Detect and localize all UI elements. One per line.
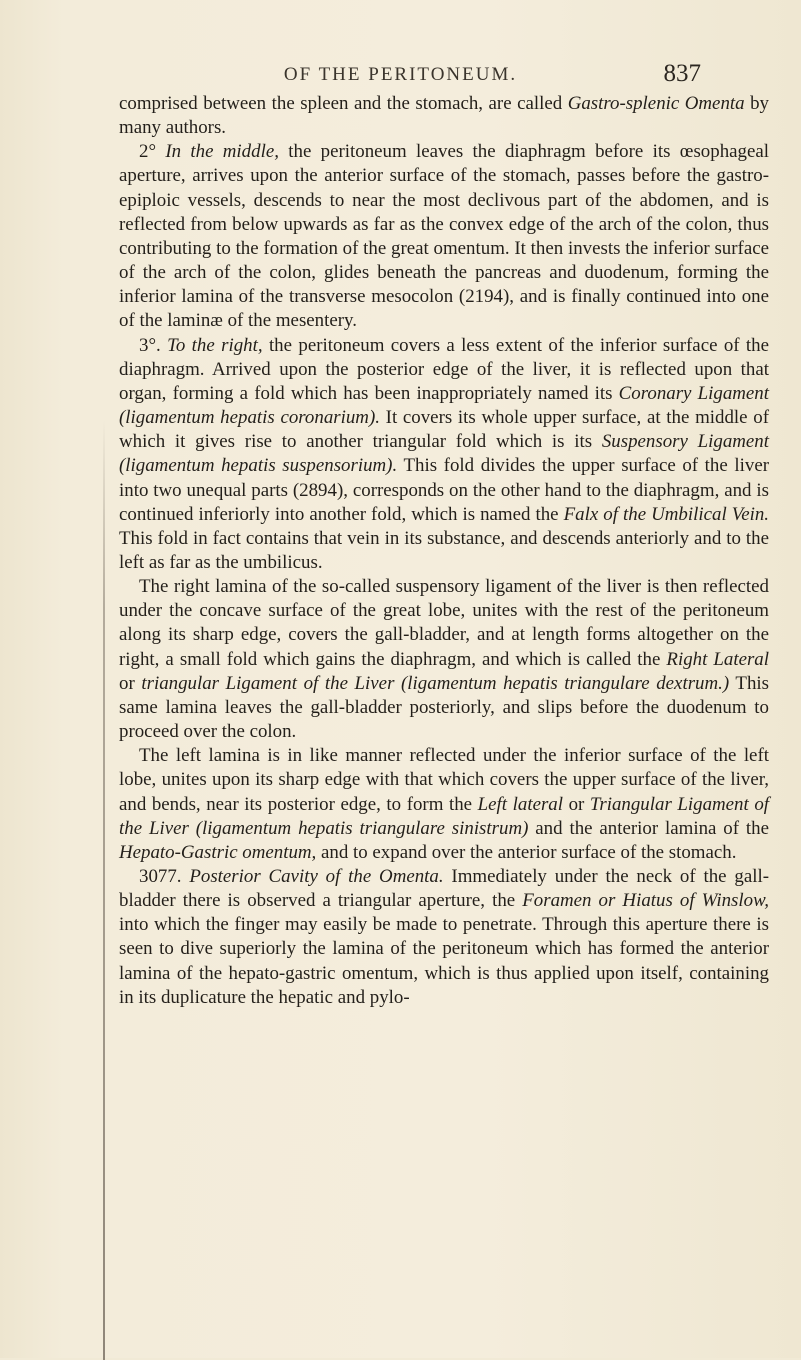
paragraph [119, 744, 769, 865]
text-run: and to expand over the anterior surface of the stomach. [316, 841, 737, 863]
running-head: OF THE PERITONEUM. [283, 64, 518, 85]
paragraph [119, 865, 769, 1010]
text-run: This fold in fact contains that vein in its substance, and descends anteriorly and to the left as far as the umbilicus. [119, 527, 769, 573]
text-run: by many authors. [119, 93, 769, 139]
page-number: 837 [663, 60, 701, 87]
text-run: or [119, 672, 142, 694]
text-run: This same lamina leaves the gall-bladder posteriorly, and slips before the duodenum to proceed over the colon. [119, 672, 769, 743]
paragraph [119, 140, 769, 333]
italic-run: Hepato-Gastric omentum, [119, 841, 317, 863]
italic-run: Posterior Cavity of the Omenta. [189, 866, 444, 887]
italic-run: In the middle, [165, 141, 279, 163]
text-run: Immediately under the neck of the gall-bladder there is observed a triangular aperture, the [119, 866, 769, 912]
italic-run: To the right, [167, 334, 263, 356]
text-run: and the anterior lamina of the [528, 817, 769, 839]
text-run: It covers its whole upper surface, at the middle of which it gives rise to another triangular fold which is its [119, 407, 769, 453]
paragraph [119, 334, 769, 576]
text-run: the peritoneum covers a less extent of the inferior surface of the diaphragm. Arrived upon the posterior edge of the liver, it is reflected upon that organ, forming a fold which has been inappropriately named its [119, 334, 769, 404]
text-run: comprised between the spleen and the stomach, are called [119, 93, 568, 114]
italic-run: Left lateral [477, 793, 563, 815]
text-run: 3077. [139, 866, 190, 887]
italic-run: Coronary Ligament (ligamentum hepatis coronarium). [119, 382, 770, 429]
text-run: The right lamina of the so-called suspensory ligament of the liver is then reflected under the concave surface of the great lobe, unites with the rest of the peritoneum along its sharp edge, covers the gall-bladder, and at length forms altogether on the right, a small fold which gains the diaphragm, and which is called the [119, 576, 769, 670]
binding-shadow [103, 420, 105, 1360]
text-run: or [563, 793, 590, 815]
text-run: 3°. [139, 334, 168, 356]
text-run: The left lamina is in like manner reflected under the inferior surface of the left lobe, unites upon its sharp edge with that which covers the upper surface of the liver, and bends, near its posterior edge, to form the [119, 745, 769, 815]
italic-run: Gastro-splenic Omenta [567, 93, 745, 114]
italic-run: Triangular Ligament of the Liver (ligamentum hepatis triangulare sinistrum) [119, 793, 770, 839]
paragraph [119, 575, 769, 744]
paragraph [119, 92, 769, 140]
italic-run: Foramen or Hiatus of Winslow, [522, 890, 769, 912]
text-run: the peritoneum leaves the diaphragm before its œsophageal aperture, arrives upon the anterior surface of the stomach, passes before the gastro-epiploic vessels, descends to near the most declivous part of the abdomen, and is reflected from below upwards as far as the convex edge of the arch of the colon, thus contributing to the formation of the great omentum. It then invests the inferior surface of the arch of the colon, glides beneath the pancreas and duodenum, forming the inferior lamina of the transverse mesocolon (2194), and is finally continued into one of the laminæ of the mesentery. [119, 141, 769, 332]
italic-run: Right Lateral [666, 648, 769, 670]
text-run: 2° [139, 141, 166, 163]
italic-run: Suspensory Ligament (ligamentum hepatis suspensorium). [119, 431, 770, 477]
page-header [0, 60, 801, 94]
text-run: into which the finger may easily be made to penetrate. Through this aperture there is seen to dive superiorly the lamina of the peritoneum which has formed the anterior lamina of the hepato-gastric omentum, which is thus applied upon itself, containing in its duplicature the hepatic and pylo- [119, 914, 769, 1008]
italic-run: Falx of the Umbilical Vein. [563, 503, 769, 525]
body-text [119, 92, 769, 1010]
italic-run: triangular Ligament of the Liver (ligamentum hepatis triangulare dextrum.) [141, 672, 730, 694]
text-run: This fold divides the upper surface of the liver into two unequal parts (2894), corresponds on the other hand to the diaphragm, and is continued inferiorly into another fold, which is named the [119, 455, 769, 525]
